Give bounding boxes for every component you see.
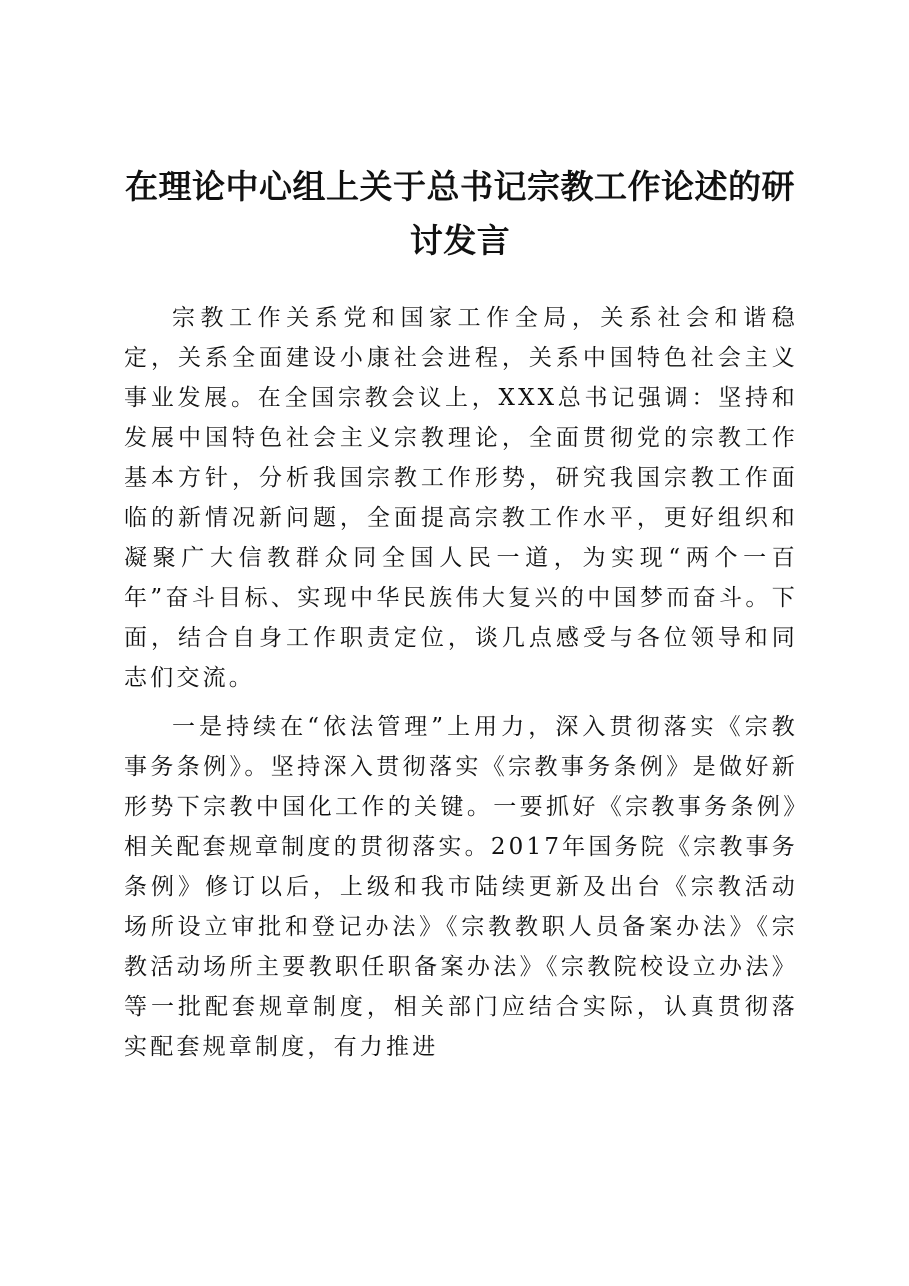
document-title: 在理论中心组上关于总书记宗教工作论述的研讨发言 bbox=[125, 167, 795, 260]
paragraph-point-one: 一是持续在“依法管理”上用力，深入贯彻落实《宗教事务条例》。坚持深入贯彻落实《宗教事务条例》是做好新形势下宗教中国化工作的关键。一要抓好《宗教事务条例》相关配套规章制度的贯彻落实。2017年国务院《宗教事务条例》修订以后，上级和我市陆续更新及出台《宗教活动场所设立审批和登记办法》《宗教教职人员备案办法》《宗教活动场所主要教职任职备案办法》《宗教院校设立办法》等一批配套规章制度，相关部门应结合实际，认真贯彻落实配套规章制度，有力推进 bbox=[124, 714, 798, 1060]
paragraph-intro: 宗教工作关系党和国家工作全局，关系社会和谐稳定，关系全面建设小康社会进程，关系中国特色社会主义事业发展。在全国宗教会议上，XXX总书记强调：坚持和发展中国特色社会主义宗教理论，全面贯彻党的宗教工作基本方针，分析我国宗教工作形势，研究我国宗教工作面临的新情况新问题，全面提高宗教工作水平，更好组织和凝聚广大信教群众同全国人民一道，为实现“两个一百年”奋斗目标、实现中华民族伟大复兴的中国梦而奋斗。下面，结合自身工作职责定位，谈几点感受与各位领导和同志们交流。 bbox=[124, 305, 798, 691]
